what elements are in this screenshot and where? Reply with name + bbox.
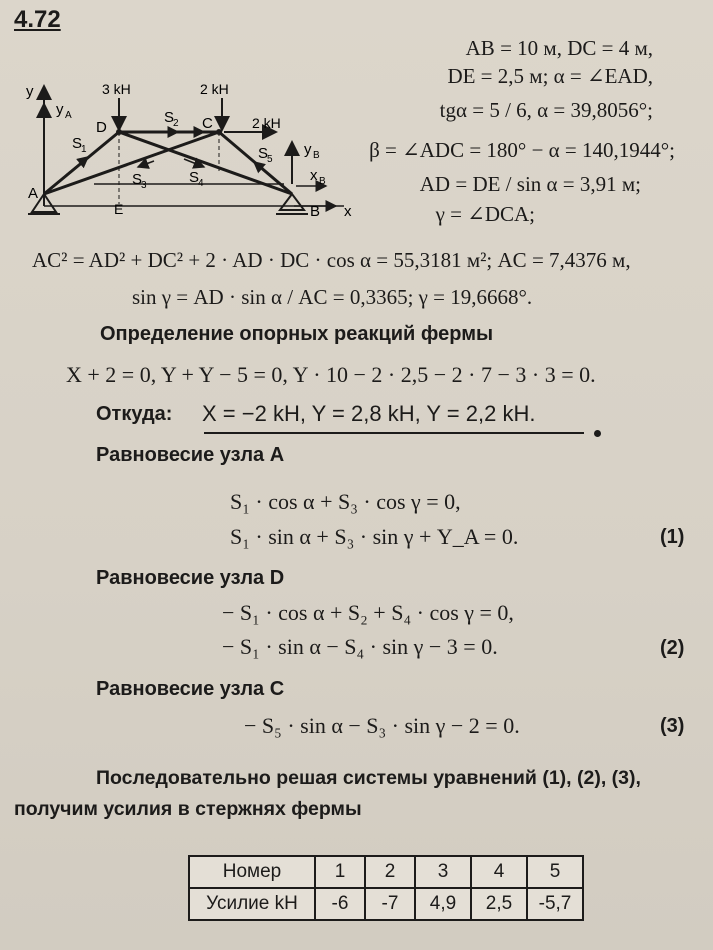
node-a-eq2: S₁ · sin α + S₃ · sin γ + Y_A = 0.: [230, 524, 519, 549]
equation-number-2: (2): [660, 637, 685, 659]
node-c-eq1: − S₅ · sin α − S₃ · sin γ − 2 = 0.: [244, 713, 520, 738]
label-node-d: D: [96, 119, 107, 136]
given-line-1: AB = 10 м, DC = 4 м,: [465, 36, 653, 60]
label-s4: S: [189, 169, 200, 186]
heading-node-c: Равновесие узла C: [96, 678, 285, 700]
table-cell: -5,7: [527, 888, 583, 920]
label-load-c-horiz: 2 kH: [252, 115, 281, 131]
formula-sin-gamma: sin γ = AD · sin α / AC = 0,3365; γ = 19,6668°.: [132, 285, 533, 309]
table-cell: 5: [527, 856, 583, 888]
equation-number-1: (1): [660, 526, 685, 548]
node-d-eq2: − S₁ · sin α − S₄ · sin γ − 3 = 0.: [222, 634, 498, 659]
svg-text:1: 1: [81, 144, 87, 155]
label-s1: S: [72, 135, 83, 152]
label-load-d: 3 kH: [102, 81, 131, 97]
table-row: [189, 856, 583, 888]
svg-text:5: 5: [267, 154, 273, 165]
conclusion-line-1: Последовательно решая системы уравнений (1), (2), (3),: [96, 767, 641, 789]
table-cell: 1: [315, 856, 365, 888]
result-underline: [204, 432, 584, 434]
heading-node-a: Равновесие узла A: [96, 444, 285, 466]
table-cell: 4: [471, 856, 527, 888]
problem-number: 4.72: [14, 6, 61, 33]
given-line-4: β = ∠ADC = 180° − α = 140,1944°;: [369, 138, 675, 162]
svg-text:3: 3: [141, 180, 147, 191]
table-cell: 2,5: [471, 888, 527, 920]
given-line-5: AD = DE / sin α = 3,91 м;: [419, 172, 641, 196]
conclusion-line-2: получим усилия в стержнях фермы: [14, 798, 362, 820]
label-s2: S: [164, 109, 175, 126]
table-cell: 4,9: [415, 888, 471, 920]
label-xb: x: [310, 167, 318, 184]
reaction-equations: X + 2 = 0, Y + Y − 5 = 0, Y · 10 − 2 · 2,5 − 2 · 7 − 3 · 3 = 0.: [66, 362, 596, 387]
table-header-force: Усилие kH: [189, 888, 315, 920]
label-s3: S: [132, 171, 143, 188]
given-line-2: DE = 2,5 м; α = ∠EAD,: [447, 64, 653, 88]
label-node-b: B: [310, 203, 321, 220]
label-node-e: E: [114, 201, 124, 217]
label-s5: S: [258, 145, 269, 162]
table-cell: 2: [365, 856, 415, 888]
label-y-axis: y: [26, 83, 34, 100]
formula-ac: AC² = AD² + DC² + 2 · AD · DC · cos α = 55,3181 м²; AC = 7,4376 м,: [32, 248, 631, 272]
truss-diagram: [14, 74, 374, 224]
svg-text:B: B: [319, 176, 326, 187]
svg-text:2: 2: [173, 118, 179, 129]
svg-text:B: B: [313, 150, 320, 161]
table-row: [189, 888, 583, 920]
heading-reactions: Определение опорных реакций фермы: [100, 323, 494, 345]
table-header-number: Номер: [189, 856, 315, 888]
label-load-c: 2 kH: [200, 81, 229, 97]
heading-node-d: Равновесие узла D: [96, 567, 285, 589]
given-line-6: γ = ∠DCA;: [435, 202, 535, 226]
table-cell: 3: [415, 856, 471, 888]
node-d-eq1: − S₁ · cos α + S₂ + S₄ · cos γ = 0,: [222, 600, 514, 625]
label-node-a: A: [28, 185, 39, 202]
table-cell: -7: [365, 888, 415, 920]
label-ya: y: [56, 101, 64, 118]
svg-text:A: A: [65, 110, 72, 121]
support-b: [280, 194, 304, 210]
reaction-result: X = −2 kH, Y = 2,8 kH, Y = 2,2 kH.: [202, 401, 536, 426]
equation-number-3: (3): [660, 715, 685, 737]
given-line-3: tgα = 5 / 6, α = 39,8056°;: [439, 98, 653, 122]
svg-text:4: 4: [198, 178, 204, 189]
member-force-arrows: [66, 132, 272, 177]
table-cell: -6: [315, 888, 365, 920]
node-a-eq1: S₁ · cos α + S₃ · cos γ = 0,: [230, 489, 461, 514]
results-table: [188, 855, 584, 921]
label-node-c: C: [202, 115, 213, 132]
result-label: Откуда:: [96, 403, 173, 425]
result-dot: [594, 430, 601, 437]
label-x-axis: x: [344, 203, 352, 220]
label-yb: y: [304, 141, 312, 158]
